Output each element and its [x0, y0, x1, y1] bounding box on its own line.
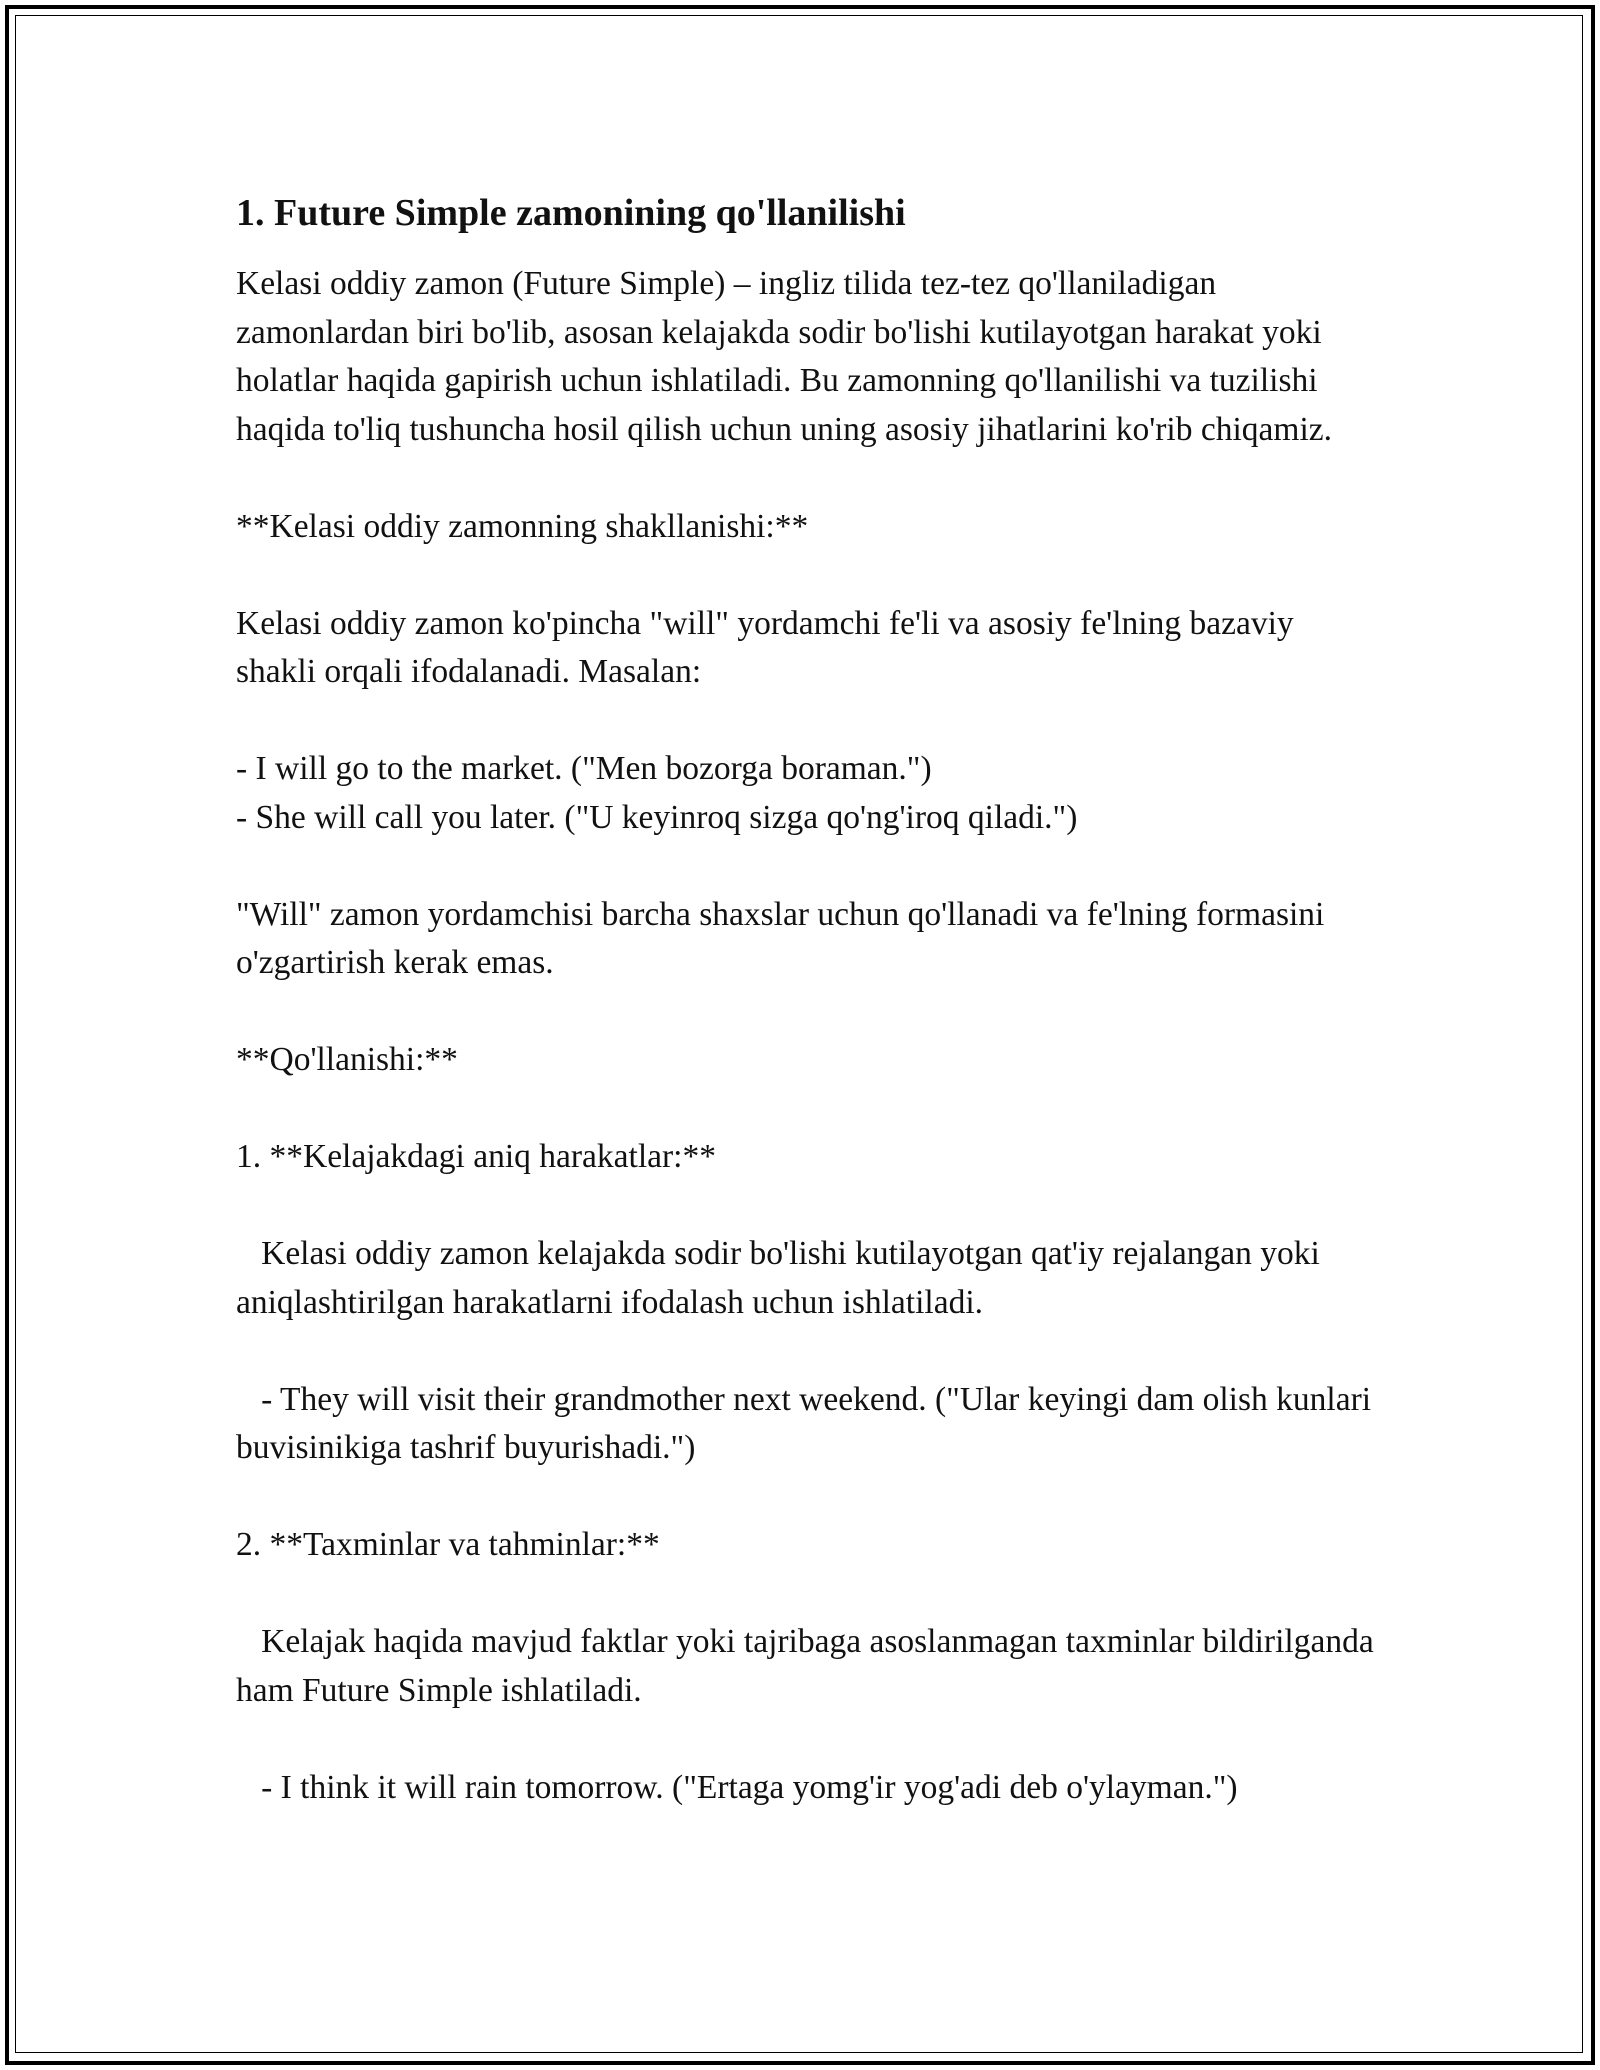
- usage-item-text: Kelasi oddiy zamon kelajakda sodir bo'lishi kutilayotgan qat'iy rejalangan yoki aniqlashtirilgan harakatlarni ifodalash uchun ishlatiladi.: [236, 1235, 1329, 1321]
- usage-heading: **Qo'llanishi:**: [236, 1041, 458, 1078]
- usage-item-text: Kelajak haqida mavjud faktlar yoki tajribaga asoslanmagan taxminlar bildirilganda ham Future Simple ishlatiladi.: [236, 1623, 1383, 1709]
- example-line: - She will call you later. ("U keyinroq sizga qo'ng'iroq qiladi."): [236, 798, 1078, 836]
- will-note-paragraph: "Will" zamon yordamchisi barcha shaxslar uchun qo'llanadi va fe'lning formasini o'zgartirish kerak emas.: [236, 895, 1333, 981]
- usage-item-example: - They will visit their grandmother next weekend. ("Ular keyingi dam olish kunlari buvisinikiga tashrif buyurishadi."): [236, 1380, 1380, 1466]
- usage-item-title: 2. **Taxminlar va tahminlar:**: [236, 1526, 660, 1563]
- document-body: [236, 188, 1383, 1812]
- formation-paragraph: Kelasi oddiy zamon ko'pincha "will" yordamchi fe'li va asosiy fe'lning bazaviy shakli orqali ifodalanadi. Masalan:: [236, 604, 1302, 690]
- usage-item-title: 1. **Kelajakdagi aniq harakatlar:**: [236, 1138, 716, 1175]
- section-heading: 1. Future Simple zamonining qo'llanilishi: [236, 192, 906, 234]
- usage-item-example: - I think it will rain tomorrow. ("Ertaga yomg'ir yog'adi deb o'ylayman."): [236, 1768, 1238, 1806]
- intro-paragraph: Kelasi oddiy zamon (Future Simple) – ingliz tilida tez-tez qo'llaniladigan zamonlardan biri bo'lib, asosan kelajakda sodir bo'lishi kutilayotgan harakat yoki holatlar haqida gapirish uchun ishlatiladi. Bu zamonning qo'llanilishi va tuzilishi haqida to'liq tushuncha hosil qilish uchun uning asosiy jihatlarini ko'rib chiqamiz.: [236, 265, 1333, 448]
- formation-heading: **Kelasi oddiy zamonning shakllanishi:**: [236, 507, 809, 545]
- example-line: - I will go to the market. ("Men bozorga boraman."): [236, 750, 932, 787]
